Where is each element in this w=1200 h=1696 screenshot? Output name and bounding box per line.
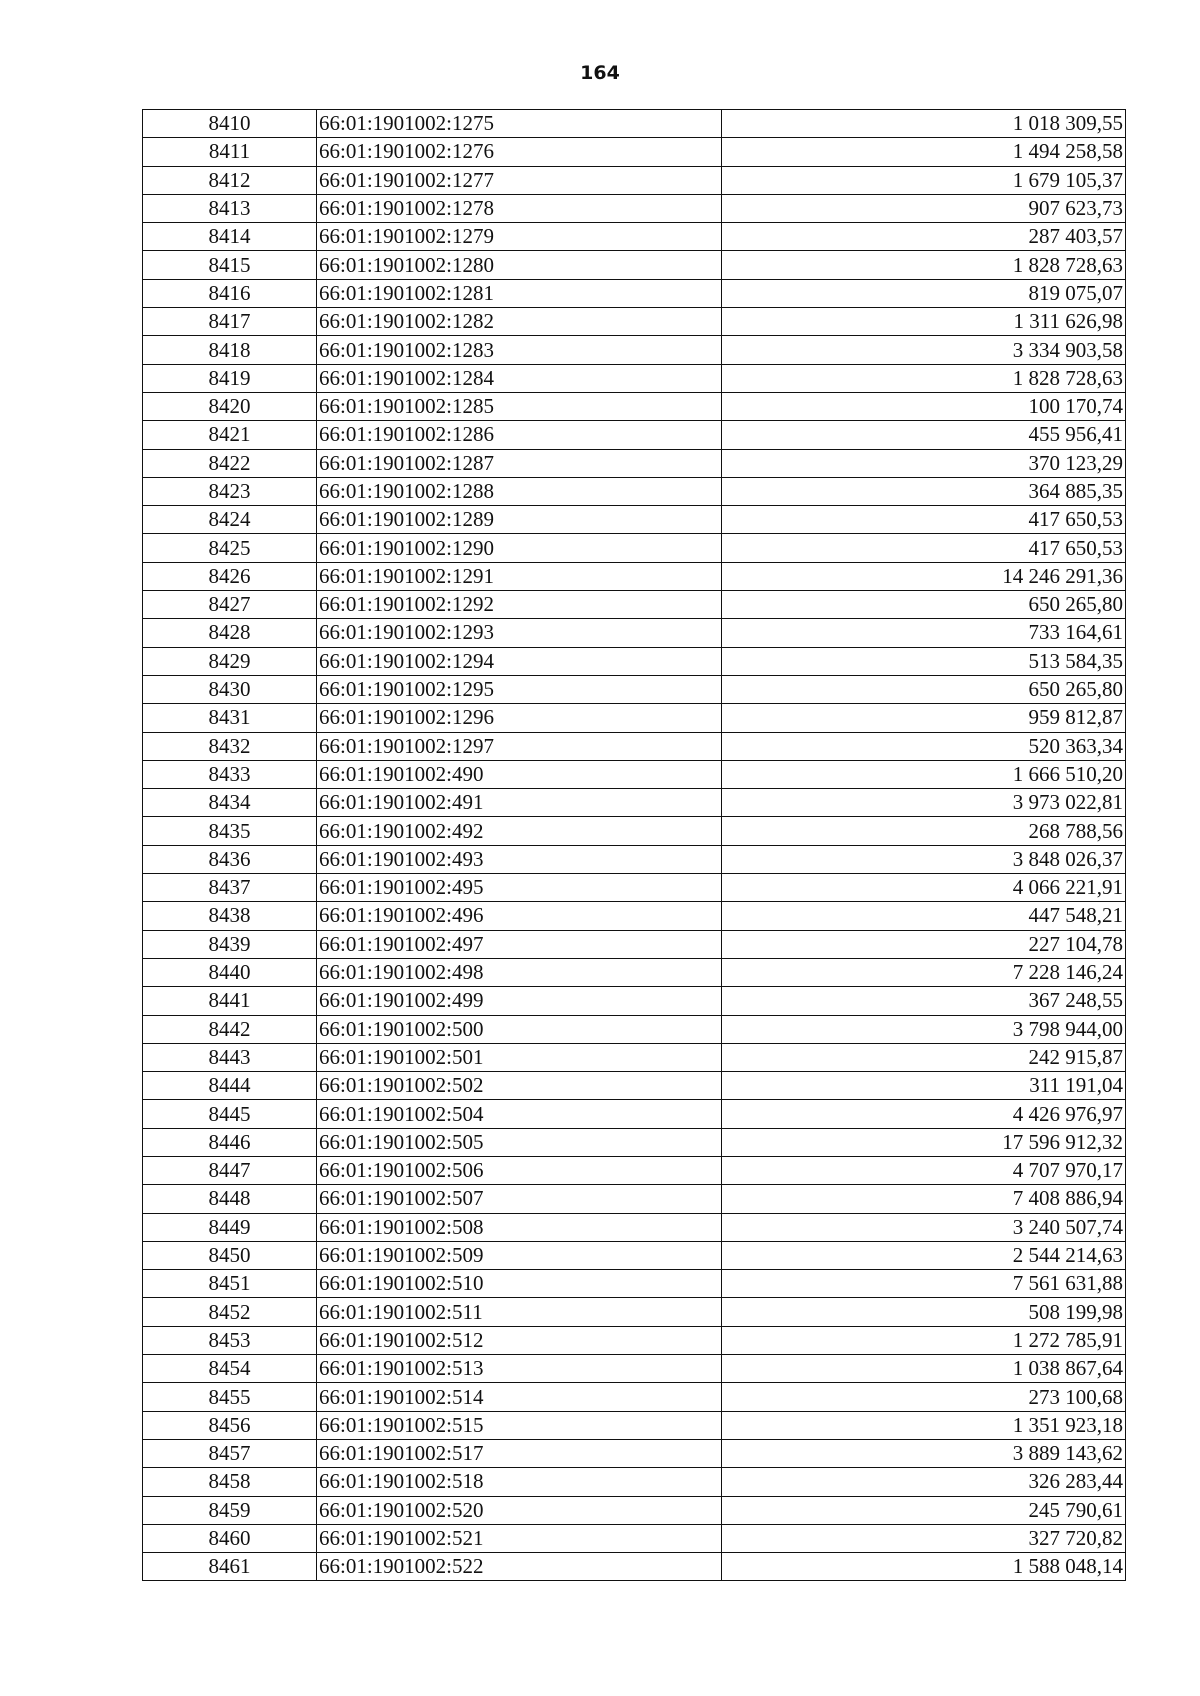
cadastral-number: 66:01:1901002:517 — [317, 1439, 722, 1467]
table-row — [143, 308, 1126, 336]
table-row — [143, 1298, 1126, 1326]
cadastral-value: 1 038 867,64 — [722, 1355, 1126, 1383]
row-number: 8437 — [143, 874, 317, 902]
table-row — [143, 930, 1126, 958]
row-number: 8454 — [143, 1355, 317, 1383]
cadastral-value: 367 248,55 — [722, 987, 1126, 1015]
cadastral-value: 1 018 309,55 — [722, 110, 1126, 138]
cadastral-value: 242 915,87 — [722, 1043, 1126, 1071]
cadastral-value: 508 199,98 — [722, 1298, 1126, 1326]
cadastral-number: 66:01:1901002:515 — [317, 1411, 722, 1439]
row-number: 8438 — [143, 902, 317, 930]
table-row — [143, 1524, 1126, 1552]
row-number: 8447 — [143, 1156, 317, 1184]
row-number: 8435 — [143, 817, 317, 845]
table-row — [143, 619, 1126, 647]
cadastral-number: 66:01:1901002:506 — [317, 1156, 722, 1184]
row-number: 8421 — [143, 421, 317, 449]
cadastral-number: 66:01:1901002:1294 — [317, 647, 722, 675]
cadastral-value: 1 351 923,18 — [722, 1411, 1126, 1439]
table-row — [143, 1128, 1126, 1156]
cadastral-number: 66:01:1901002:497 — [317, 930, 722, 958]
cadastral-value: 327 720,82 — [722, 1524, 1126, 1552]
table-row — [143, 732, 1126, 760]
cadastral-number: 66:01:1901002:1278 — [317, 194, 722, 222]
row-number: 8461 — [143, 1553, 317, 1581]
cadastral-value: 1 272 785,91 — [722, 1326, 1126, 1354]
table-row — [143, 1439, 1126, 1467]
cadastral-value: 520 363,34 — [722, 732, 1126, 760]
row-number: 8425 — [143, 534, 317, 562]
table-row — [143, 1468, 1126, 1496]
table-row — [143, 1015, 1126, 1043]
row-number: 8430 — [143, 675, 317, 703]
row-number: 8456 — [143, 1411, 317, 1439]
cadastral-number: 66:01:1901002:1290 — [317, 534, 722, 562]
row-number: 8431 — [143, 704, 317, 732]
table-row — [143, 1100, 1126, 1128]
cadastral-value: 417 650,53 — [722, 506, 1126, 534]
page-number: 164 — [580, 62, 620, 84]
table-row — [143, 506, 1126, 534]
cadastral-number: 66:01:1901002:495 — [317, 874, 722, 902]
table-row — [143, 364, 1126, 392]
row-number: 8419 — [143, 364, 317, 392]
table-row — [143, 675, 1126, 703]
table-row — [143, 562, 1126, 590]
table-row — [143, 1496, 1126, 1524]
row-number: 8423 — [143, 477, 317, 505]
cadastral-number: 66:01:1901002:1291 — [317, 562, 722, 590]
cadastral-number: 66:01:1901002:511 — [317, 1298, 722, 1326]
cadastral-value: 311 191,04 — [722, 1072, 1126, 1100]
cadastral-value: 650 265,80 — [722, 591, 1126, 619]
cadastral-number: 66:01:1901002:520 — [317, 1496, 722, 1524]
cadastral-value: 417 650,53 — [722, 534, 1126, 562]
row-number: 8446 — [143, 1128, 317, 1156]
cadastral-value: 7 561 631,88 — [722, 1270, 1126, 1298]
table-row — [143, 1156, 1126, 1184]
row-number: 8458 — [143, 1468, 317, 1496]
row-number: 8410 — [143, 110, 317, 138]
table-row — [143, 138, 1126, 166]
cadastral-number: 66:01:1901002:505 — [317, 1128, 722, 1156]
cadastral-value: 3 240 507,74 — [722, 1213, 1126, 1241]
cadastral-value: 455 956,41 — [722, 421, 1126, 449]
table-row — [143, 902, 1126, 930]
row-number: 8413 — [143, 194, 317, 222]
cadastral-number: 66:01:1901002:498 — [317, 958, 722, 986]
cadastral-value-table — [142, 109, 1126, 1581]
table-row — [143, 817, 1126, 845]
cadastral-value: 3 334 903,58 — [722, 336, 1126, 364]
cadastral-value: 819 075,07 — [722, 279, 1126, 307]
cadastral-number: 66:01:1901002:509 — [317, 1241, 722, 1269]
cadastral-number: 66:01:1901002:1289 — [317, 506, 722, 534]
cadastral-number: 66:01:1901002:492 — [317, 817, 722, 845]
row-number: 8417 — [143, 308, 317, 336]
row-number: 8448 — [143, 1185, 317, 1213]
row-number: 8459 — [143, 1496, 317, 1524]
cadastral-number: 66:01:1901002:1283 — [317, 336, 722, 364]
cadastral-number: 66:01:1901002:1280 — [317, 251, 722, 279]
cadastral-value: 1 679 105,37 — [722, 166, 1126, 194]
row-number: 8424 — [143, 506, 317, 534]
row-number: 8418 — [143, 336, 317, 364]
cadastral-value: 3 973 022,81 — [722, 789, 1126, 817]
table-row — [143, 874, 1126, 902]
cadastral-number: 66:01:1901002:499 — [317, 987, 722, 1015]
cadastral-number: 66:01:1901002:1297 — [317, 732, 722, 760]
cadastral-number: 66:01:1901002:514 — [317, 1383, 722, 1411]
cadastral-value: 3 889 143,62 — [722, 1439, 1126, 1467]
cadastral-value: 4 066 221,91 — [722, 874, 1126, 902]
row-number: 8433 — [143, 760, 317, 788]
cadastral-number: 66:01:1901002:1286 — [317, 421, 722, 449]
row-number: 8420 — [143, 392, 317, 420]
cadastral-value: 1 666 510,20 — [722, 760, 1126, 788]
table-row — [143, 789, 1126, 817]
cadastral-value: 7 228 146,24 — [722, 958, 1126, 986]
cadastral-value: 1 828 728,63 — [722, 364, 1126, 392]
cadastral-value: 326 283,44 — [722, 1468, 1126, 1496]
cadastral-number: 66:01:1901002:1281 — [317, 279, 722, 307]
row-number: 8428 — [143, 619, 317, 647]
cadastral-value: 370 123,29 — [722, 449, 1126, 477]
row-number: 8415 — [143, 251, 317, 279]
cadastral-value: 17 596 912,32 — [722, 1128, 1126, 1156]
row-number: 8455 — [143, 1383, 317, 1411]
cadastral-number: 66:01:1901002:1279 — [317, 223, 722, 251]
table-row — [143, 845, 1126, 873]
cadastral-value: 268 788,56 — [722, 817, 1126, 845]
table-row — [143, 704, 1126, 732]
cadastral-number: 66:01:1901002:507 — [317, 1185, 722, 1213]
cadastral-number: 66:01:1901002:1284 — [317, 364, 722, 392]
table-row — [143, 166, 1126, 194]
row-number: 8451 — [143, 1270, 317, 1298]
table-row — [143, 1072, 1126, 1100]
cadastral-number: 66:01:1901002:1293 — [317, 619, 722, 647]
table-row — [143, 760, 1126, 788]
row-number: 8457 — [143, 1439, 317, 1467]
cadastral-number: 66:01:1901002:504 — [317, 1100, 722, 1128]
row-number: 8411 — [143, 138, 317, 166]
cadastral-number: 66:01:1901002:1296 — [317, 704, 722, 732]
cadastral-number: 66:01:1901002:513 — [317, 1355, 722, 1383]
cadastral-number: 66:01:1901002:500 — [317, 1015, 722, 1043]
table-row — [143, 1553, 1126, 1581]
cadastral-number: 66:01:1901002:508 — [317, 1213, 722, 1241]
cadastral-number: 66:01:1901002:490 — [317, 760, 722, 788]
table-row — [143, 958, 1126, 986]
cadastral-number: 66:01:1901002:512 — [317, 1326, 722, 1354]
table-row — [143, 421, 1126, 449]
cadastral-number: 66:01:1901002:1276 — [317, 138, 722, 166]
cadastral-value: 907 623,73 — [722, 194, 1126, 222]
row-number: 8426 — [143, 562, 317, 590]
table-row — [143, 987, 1126, 1015]
row-number: 8452 — [143, 1298, 317, 1326]
cadastral-value: 4 707 970,17 — [722, 1156, 1126, 1184]
row-number: 8441 — [143, 987, 317, 1015]
cadastral-value: 733 164,61 — [722, 619, 1126, 647]
row-number: 8442 — [143, 1015, 317, 1043]
cadastral-number: 66:01:1901002:1287 — [317, 449, 722, 477]
table-row — [143, 1241, 1126, 1269]
cadastral-number: 66:01:1901002:1288 — [317, 477, 722, 505]
cadastral-value: 1 828 728,63 — [722, 251, 1126, 279]
cadastral-value: 513 584,35 — [722, 647, 1126, 675]
cadastral-number: 66:01:1901002:1275 — [317, 110, 722, 138]
row-number: 8443 — [143, 1043, 317, 1071]
cadastral-value: 273 100,68 — [722, 1383, 1126, 1411]
row-number: 8414 — [143, 223, 317, 251]
row-number: 8422 — [143, 449, 317, 477]
table-row — [143, 110, 1126, 138]
cadastral-value: 1 311 626,98 — [722, 308, 1126, 336]
cadastral-number: 66:01:1901002:496 — [317, 902, 722, 930]
cadastral-value: 227 104,78 — [722, 930, 1126, 958]
table-row — [143, 392, 1126, 420]
cadastral-value: 1 588 048,14 — [722, 1553, 1126, 1581]
table-row — [143, 1411, 1126, 1439]
cadastral-number: 66:01:1901002:1282 — [317, 308, 722, 336]
cadastral-number: 66:01:1901002:518 — [317, 1468, 722, 1496]
cadastral-value: 959 812,87 — [722, 704, 1126, 732]
cadastral-value: 245 790,61 — [722, 1496, 1126, 1524]
cadastral-value: 3 798 944,00 — [722, 1015, 1126, 1043]
table-row — [143, 279, 1126, 307]
cadastral-number: 66:01:1901002:502 — [317, 1072, 722, 1100]
cadastral-number: 66:01:1901002:1292 — [317, 591, 722, 619]
cadastral-number: 66:01:1901002:501 — [317, 1043, 722, 1071]
cadastral-value: 14 246 291,36 — [722, 562, 1126, 590]
cadastral-number: 66:01:1901002:521 — [317, 1524, 722, 1552]
cadastral-number: 66:01:1901002:522 — [317, 1553, 722, 1581]
row-number: 8427 — [143, 591, 317, 619]
row-number: 8436 — [143, 845, 317, 873]
cadastral-value: 100 170,74 — [722, 392, 1126, 420]
row-number: 8439 — [143, 930, 317, 958]
row-number: 8460 — [143, 1524, 317, 1552]
table-body — [143, 110, 1126, 1581]
row-number: 8429 — [143, 647, 317, 675]
table-row — [143, 1043, 1126, 1071]
table-row — [143, 1383, 1126, 1411]
row-number: 8450 — [143, 1241, 317, 1269]
cadastral-number: 66:01:1901002:1277 — [317, 166, 722, 194]
cadastral-value: 4 426 976,97 — [722, 1100, 1126, 1128]
table-row — [143, 1213, 1126, 1241]
table-row — [143, 534, 1126, 562]
table-row — [143, 1185, 1126, 1213]
table-row — [143, 1326, 1126, 1354]
table-row — [143, 1355, 1126, 1383]
table-row — [143, 223, 1126, 251]
table-row — [143, 449, 1126, 477]
cadastral-value: 7 408 886,94 — [722, 1185, 1126, 1213]
cadastral-number: 66:01:1901002:1295 — [317, 675, 722, 703]
row-number: 8449 — [143, 1213, 317, 1241]
table-row — [143, 1270, 1126, 1298]
table-row — [143, 194, 1126, 222]
cadastral-value: 650 265,80 — [722, 675, 1126, 703]
cadastral-number: 66:01:1901002:491 — [317, 789, 722, 817]
cadastral-value: 447 548,21 — [722, 902, 1126, 930]
cadastral-value: 3 848 026,37 — [722, 845, 1126, 873]
row-number: 8432 — [143, 732, 317, 760]
row-number: 8412 — [143, 166, 317, 194]
cadastral-value: 287 403,57 — [722, 223, 1126, 251]
row-number: 8416 — [143, 279, 317, 307]
table-row — [143, 336, 1126, 364]
row-number: 8445 — [143, 1100, 317, 1128]
row-number: 8444 — [143, 1072, 317, 1100]
cadastral-number: 66:01:1901002:493 — [317, 845, 722, 873]
row-number: 8434 — [143, 789, 317, 817]
table-row — [143, 251, 1126, 279]
cadastral-value: 1 494 258,58 — [722, 138, 1126, 166]
cadastral-value: 364 885,35 — [722, 477, 1126, 505]
cadastral-number: 66:01:1901002:1285 — [317, 392, 722, 420]
cadastral-number: 66:01:1901002:510 — [317, 1270, 722, 1298]
table-row — [143, 591, 1126, 619]
cadastral-value: 2 544 214,63 — [722, 1241, 1126, 1269]
table-row — [143, 477, 1126, 505]
row-number: 8453 — [143, 1326, 317, 1354]
table-row — [143, 647, 1126, 675]
row-number: 8440 — [143, 958, 317, 986]
